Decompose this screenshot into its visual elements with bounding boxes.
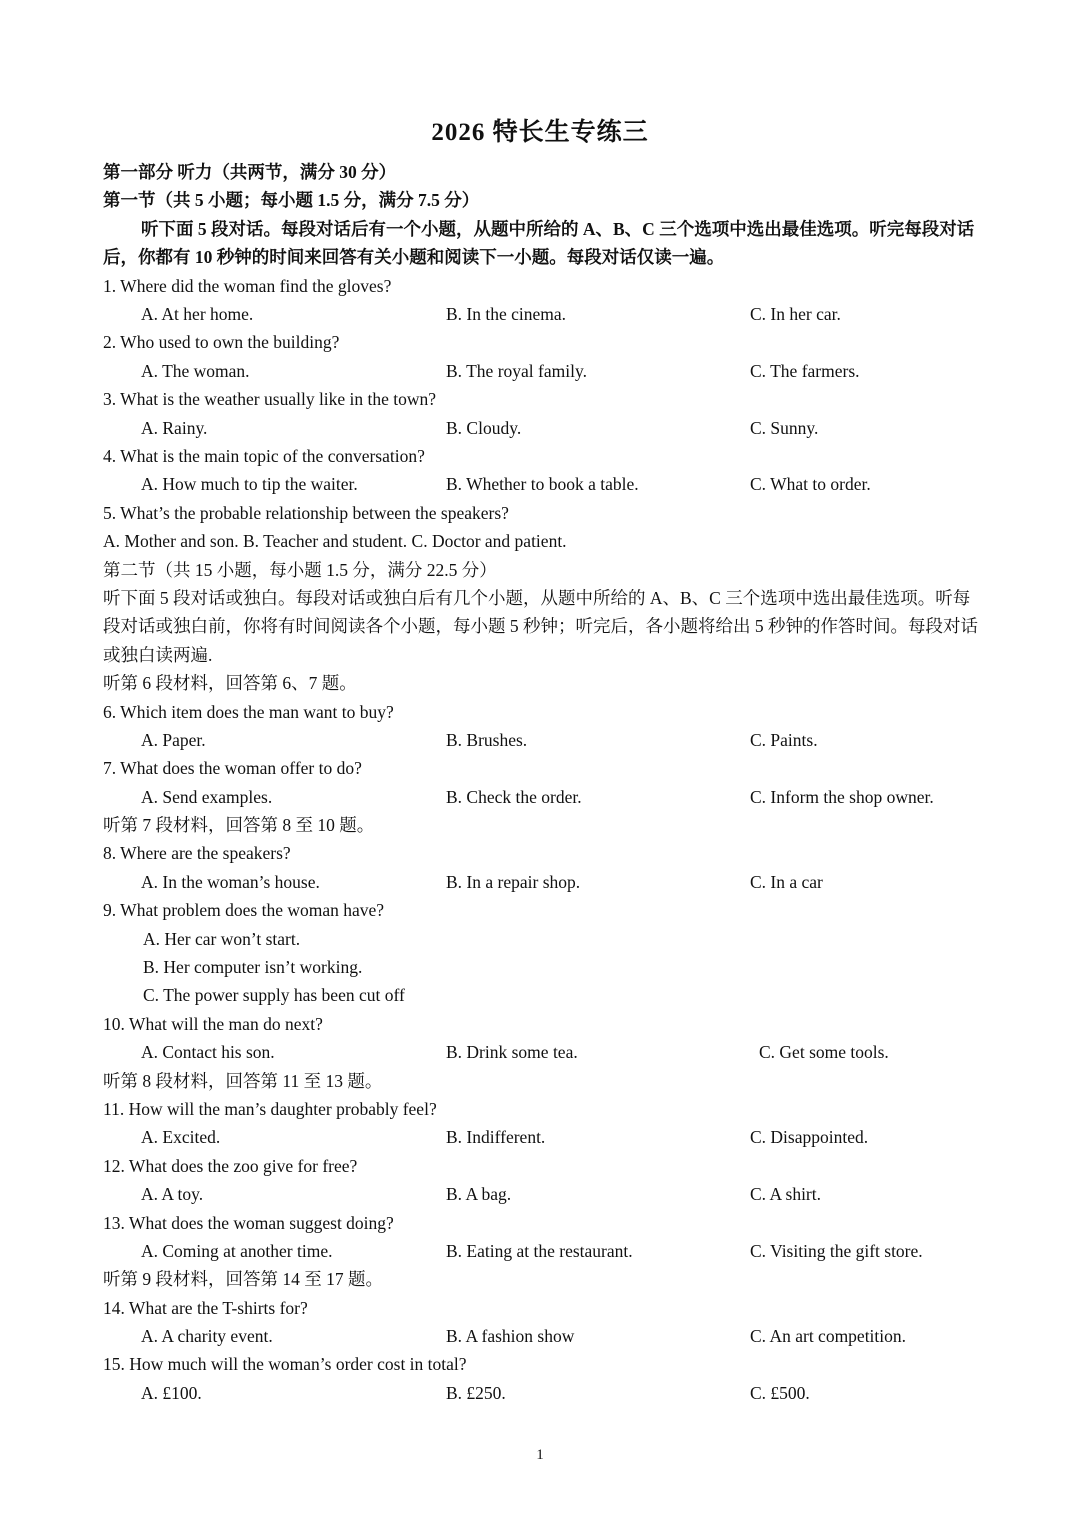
option-b: B. Cloudy. bbox=[446, 417, 522, 438]
option-c: C. Sunny. bbox=[750, 417, 819, 438]
option-a: A. £100. bbox=[141, 1382, 202, 1403]
question-13-stem: 13. What does the woman suggest doing? bbox=[103, 1212, 394, 1233]
question-10-stem: 10. What will the man do next? bbox=[103, 1013, 323, 1034]
option-c: C. Inform the shop owner. bbox=[750, 786, 934, 807]
material-8-note: 听第 8 段材料，回答第 11 至 13 题。 bbox=[103, 1070, 383, 1091]
option-c: C. Disappointed. bbox=[750, 1127, 869, 1148]
option-c: C. What to order. bbox=[750, 474, 871, 495]
option-a: A. Rainy. bbox=[141, 417, 208, 438]
question-12-stem: 12. What does the zoo give for free? bbox=[103, 1155, 358, 1176]
option-a: A. Excited. bbox=[141, 1127, 221, 1148]
part1-heading: 第一部分 听力（共两节，满分 30 分） bbox=[103, 162, 397, 182]
section2-instructions: 听下面 5 段对话或独白。每段对话或独白后有几个小题，从题中所给的 A、B、C 三个选项中选出最佳选项。听每段对话或独白前，你将有时间阅读各个小题，每小题 5 秒钟；听完后，各小题将给出 5 秒钟的作答时间。每段对话或独白读两遍. bbox=[103, 587, 978, 665]
question-2-options bbox=[103, 357, 983, 385]
question-13-options bbox=[103, 1237, 983, 1265]
option-b: B. Whether to book a table. bbox=[446, 474, 639, 495]
question-9-option-c: C. The power supply has been cut off bbox=[143, 985, 405, 1006]
option-b: B. The royal family. bbox=[446, 360, 587, 381]
option-b: B. A bag. bbox=[446, 1184, 512, 1205]
question-14-options bbox=[103, 1322, 983, 1350]
option-a: A. At her home. bbox=[141, 303, 254, 324]
page-number: 1 bbox=[536, 1447, 544, 1463]
option-a: A. A toy. bbox=[141, 1184, 204, 1205]
question-14-stem: 14. What are the T-shirts for? bbox=[103, 1297, 308, 1318]
option-c: C. Visiting the gift store. bbox=[750, 1240, 923, 1261]
option-c: C. Get some tools. bbox=[759, 1042, 889, 1063]
option-b: B. Drink some tea. bbox=[446, 1042, 578, 1063]
option-c: C. The farmers. bbox=[750, 360, 860, 381]
question-11-options bbox=[103, 1123, 983, 1151]
option-c: C. In her car. bbox=[750, 303, 841, 324]
option-b: B. £250. bbox=[446, 1382, 506, 1403]
option-c: C. In a car bbox=[750, 871, 823, 892]
question-12-options bbox=[103, 1180, 983, 1208]
question-8-stem: 8. Where are the speakers? bbox=[103, 843, 291, 864]
question-6-stem: 6. Which item does the man want to buy? bbox=[103, 701, 394, 722]
option-a: A. The woman. bbox=[141, 360, 250, 381]
option-a: A. Contact his son. bbox=[141, 1042, 275, 1063]
question-1-stem: 1. Where did the woman find the gloves? bbox=[103, 275, 392, 296]
material-7-note: 听第 7 段材料，回答第 8 至 10 题。 bbox=[103, 815, 375, 836]
option-a: A. Coming at another time. bbox=[141, 1240, 333, 1261]
option-b: B. Indifferent. bbox=[446, 1127, 546, 1148]
question-5-options: A. Mother and son. B. Teacher and student. C. Doctor and patient. bbox=[103, 531, 567, 552]
option-c: C. Paints. bbox=[750, 729, 818, 750]
option-c: C. A shirt. bbox=[750, 1184, 821, 1205]
question-2-stem: 2. Who used to own the building? bbox=[103, 332, 340, 353]
material-9-note: 听第 9 段材料，回答第 14 至 17 题。 bbox=[103, 1269, 383, 1290]
question-10-options bbox=[103, 1038, 983, 1066]
question-7-stem: 7. What does the woman offer to do? bbox=[103, 758, 362, 779]
question-11-stem: 11. How will the man’s daughter probably feel? bbox=[103, 1098, 437, 1119]
question-7-options bbox=[103, 783, 983, 811]
question-5-stem: 5. What’s the probable relationship between the speakers? bbox=[103, 502, 509, 523]
question-1-options bbox=[103, 300, 983, 328]
option-a: A. How much to tip the waiter. bbox=[141, 474, 358, 495]
question-8-options bbox=[103, 868, 983, 896]
option-b: B. A fashion show bbox=[446, 1326, 575, 1347]
question-9-stem: 9. What problem does the woman have? bbox=[103, 900, 385, 921]
option-b: B. In a repair shop. bbox=[446, 871, 581, 892]
section2-heading: 第二节（共 15 小题，每小题 1.5 分，满分 22.5 分） bbox=[103, 559, 497, 580]
option-b: B. Eating at the restaurant. bbox=[446, 1240, 633, 1261]
exam-content bbox=[103, 158, 983, 1407]
question-15-options bbox=[103, 1379, 983, 1407]
option-a: A. A charity event. bbox=[141, 1326, 273, 1347]
section1-instructions: 听下面 5 段对话。每段对话后有一个小题，从题中所给的 A、B、C 三个选项中选出最佳选项。听完每段对话后，你都有 10 秒钟的时间来回答有关小题和阅读下一小题。每段对话仅读一遍。 bbox=[103, 218, 975, 268]
question-15-stem: 15. How much will the woman’s order cost in total? bbox=[103, 1354, 467, 1375]
question-9-option-b: B. Her computer isn’t working. bbox=[143, 957, 363, 978]
option-b: B. In the cinema. bbox=[446, 303, 567, 324]
option-b: B. Check the order. bbox=[446, 786, 582, 807]
page-title: 2026 特长生专练三 bbox=[431, 119, 649, 146]
section1-heading: 第一节（共 5 小题；每小题 1.5 分，满分 7.5 分） bbox=[103, 190, 480, 211]
option-a: A. Send examples. bbox=[141, 786, 273, 807]
option-c: C. An art competition. bbox=[750, 1326, 907, 1347]
question-6-options bbox=[103, 726, 983, 754]
question-3-stem: 3. What is the weather usually like in the town? bbox=[103, 389, 437, 410]
question-3-options bbox=[103, 414, 983, 442]
option-c: C. £500. bbox=[750, 1382, 810, 1403]
question-4-stem: 4. What is the main topic of the conversation? bbox=[103, 445, 425, 466]
option-a: A. In the woman’s house. bbox=[141, 871, 320, 892]
material-6-note: 听第 6 段材料，回答第 6、7 题。 bbox=[103, 673, 357, 694]
question-9-option-a: A. Her car won’t start. bbox=[143, 928, 301, 949]
option-a: A. Paper. bbox=[141, 729, 206, 750]
question-4-options bbox=[103, 470, 983, 498]
option-b: B. Brushes. bbox=[446, 729, 528, 750]
